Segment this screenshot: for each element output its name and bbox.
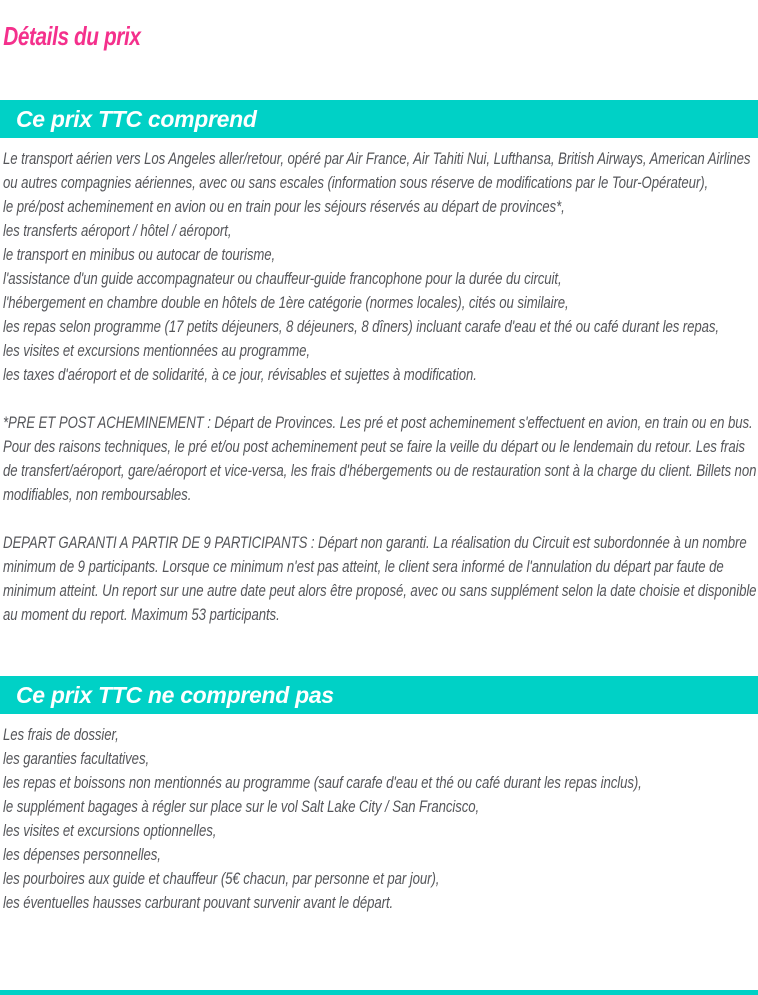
not-included-item: les visites et excursions optionnelles, [3, 822, 217, 840]
included-items-list [3, 147, 758, 387]
included-item: les taxes d'aéroport et de solidarité, à ce jour, révisables et sujettes à modification. [3, 366, 477, 384]
section-included [0, 100, 758, 627]
note-paragraph: *PRE ET POST ACHEMINEMENT : Départ de Provinces. Les pré et post acheminement s'effectuent en avion, en train ou en bus. Pour des raisons techniques, le pré et/ou post acheminement peut se faire la veille du départ ou le lendemain du retour. Les frais de transfert/aéroport, gare/aéroport et vice-versa, les frais d'hébergements ou de restauration sont à la charge du client. Billets non modifiables, non remboursables. [3, 414, 757, 504]
included-item: les repas selon programme (17 petits déjeuners, 8 déjeuners, 8 dîners) incluant carafe d'eau et thé ou café durant les repas, [3, 318, 720, 336]
section-not-included-header [0, 676, 758, 714]
not-included-item: les garanties facultatives, [3, 750, 150, 768]
not-included-item: Les frais de dossier, [3, 726, 119, 744]
included-item: l'assistance d'un guide accompagnateur ou chauffeur-guide francophone pour la durée du circuit, [3, 270, 562, 288]
included-item: les visites et excursions mentionnées au programme, [3, 342, 310, 360]
included-item: le pré/post acheminement en avion ou en train pour les séjours réservés au départ de provinces*, [3, 198, 565, 216]
page-title: Détails du prix [3, 21, 141, 51]
not-included-item: les repas et boissons non mentionnés au programme (sauf carafe d'eau et thé ou café durant les repas inclus), [3, 774, 642, 792]
section-not-included-header-label: Ce prix TTC ne comprend pas [16, 682, 334, 708]
not-included-item: les éventuelles hausses carburant pouvant survenir avant le départ. [3, 894, 394, 912]
section-included-content [0, 138, 758, 627]
not-included-items-list [3, 723, 758, 915]
included-item: Le transport aérien vers Los Angeles aller/retour, opéré par Air France, Air Tahiti Nui, Lufthansa, British Airways, American Airlines ou autres compagnies aériennes, avec ou sans escales (information sous réserve de modifications par le Tour-Opérateur), [3, 150, 751, 192]
section-included-header [0, 100, 758, 138]
included-item: l'hébergement en chambre double en hôtels de 1ère catégorie (normes locales), cités ou similaire, [3, 294, 569, 312]
not-included-item: le supplément bagages à régler sur place sur le vol Salt Lake City / San Francisco, [3, 798, 480, 816]
not-included-item: les pourboires aux guide et chauffeur (5€ chacun, par personne et par jour), [3, 870, 440, 888]
not-included-item: les dépenses personnelles, [3, 846, 161, 864]
included-item: les transferts aéroport / hôtel / aéroport, [3, 222, 232, 240]
note-paragraph: DEPART GARANTI A PARTIR DE 9 PARTICIPANTS : Départ non garanti. La réalisation du Circuit est subordonnée à un nombre minimum de 9 participants. Lorsque ce minimum n'est pas atteint, le client sera informé de l'annulation du départ par faute de minimum atteint. Un report sur une autre date peut alors être proposé, avec ou sans supplément selon la date choisie et disponible au moment du report. Maximum 53 participants. [3, 534, 757, 624]
included-item: le transport en minibus ou autocar de tourisme, [3, 246, 276, 264]
next-section-banner-edge [0, 990, 758, 995]
included-notes [3, 411, 758, 627]
section-not-included-content [0, 714, 758, 915]
section-not-included [0, 676, 758, 915]
section-included-header-label: Ce prix TTC comprend [16, 106, 257, 132]
